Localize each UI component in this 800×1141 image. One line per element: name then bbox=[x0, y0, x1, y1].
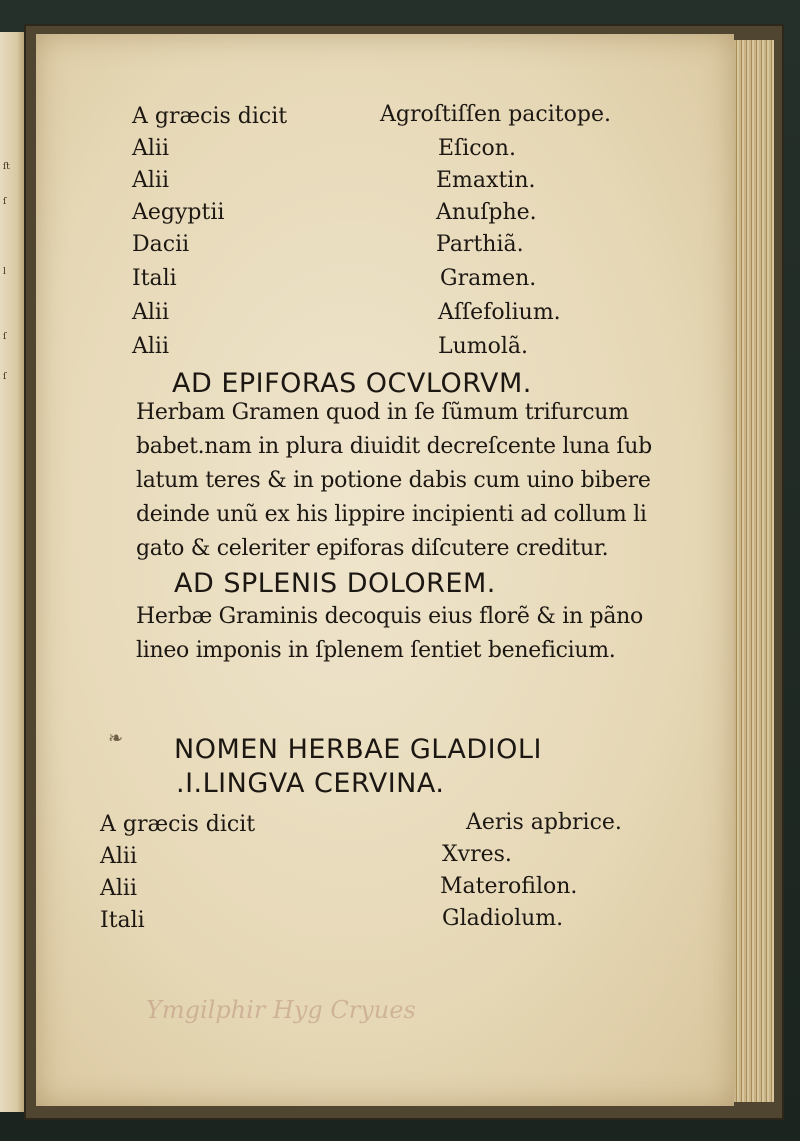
list-one-name: Alii bbox=[132, 136, 169, 161]
ornament-icon: ❧ bbox=[108, 728, 124, 749]
previous-page-edge bbox=[0, 32, 26, 1112]
list-two-value: Xvres. bbox=[442, 842, 512, 867]
list-one-value: Aſſefolium. bbox=[438, 300, 561, 325]
list-one-value: Gramen. bbox=[440, 266, 537, 291]
list-one-name: A græcis dicit bbox=[132, 104, 288, 129]
list-one-name: Alii bbox=[132, 168, 169, 193]
show-through-text: Ymgilphir Hyg Cryues bbox=[146, 996, 416, 1024]
paragraph-line: gato & celeriter epiforas diſcutere creditur. bbox=[136, 536, 609, 561]
list-two-value: Aeris apbrice. bbox=[466, 810, 622, 835]
section-heading: AD EPIFORAS OCVLORVM. bbox=[172, 368, 532, 399]
paragraph-line: Herbæ Graminis decoquis eius florẽ & in pãno bbox=[136, 604, 643, 629]
list-two-name: Itali bbox=[100, 908, 145, 933]
list-one-value: Anuſphe. bbox=[436, 200, 537, 225]
section-heading: AD SPLENIS DOLOREM. bbox=[174, 568, 496, 599]
list-one-name: Alii bbox=[132, 334, 169, 359]
paragraph-line: lineo imponis in ſplenem ſentiet beneficium. bbox=[136, 638, 616, 663]
list-two-name: Alii bbox=[100, 876, 137, 901]
margin-mark: ſ bbox=[3, 372, 7, 382]
list-one-name: Dacii bbox=[132, 232, 190, 257]
list-one-value: Emaxtin. bbox=[436, 168, 536, 193]
paragraph-line: Herbam Gramen quod in ſe ſũmum trifurcum bbox=[136, 400, 629, 425]
paragraph-line: latum teres & in potione dabis cum uino bibere bbox=[136, 468, 651, 493]
list-one-value: Eſicon. bbox=[438, 136, 516, 161]
list-one-name: Alii bbox=[132, 300, 169, 325]
page-fore-edge bbox=[734, 40, 774, 1102]
list-two-name: Alii bbox=[100, 844, 137, 869]
margin-mark: ﬅ bbox=[3, 162, 10, 172]
list-one-value: Lumolã. bbox=[438, 334, 529, 359]
list-two-value: Gladiolum. bbox=[442, 906, 564, 931]
list-two-name: A græcis dicit bbox=[100, 812, 256, 837]
margin-mark: ſ bbox=[3, 197, 7, 207]
list-one-value: Agroſtiſſen pacitope. bbox=[380, 102, 611, 127]
list-one-value: Parthiã. bbox=[436, 232, 524, 257]
paragraph-line: babet.nam in plura diuidit decreſcente luna ſub bbox=[136, 434, 652, 459]
manuscript-page bbox=[36, 34, 734, 1106]
list-one-name: Aegyptii bbox=[132, 200, 225, 225]
paragraph-line: deinde unũ ex his lippire incipienti ad collum li bbox=[136, 502, 647, 527]
section-heading: .I.LINGVA CERVINA. bbox=[176, 768, 445, 799]
list-two-value: Materofilon. bbox=[440, 874, 578, 899]
list-one-name: Itali bbox=[132, 266, 177, 291]
margin-mark: l bbox=[3, 267, 6, 277]
margin-mark: ſ bbox=[3, 332, 7, 342]
section-heading: NOMEN HERBAE GLADIOLI bbox=[174, 734, 542, 765]
